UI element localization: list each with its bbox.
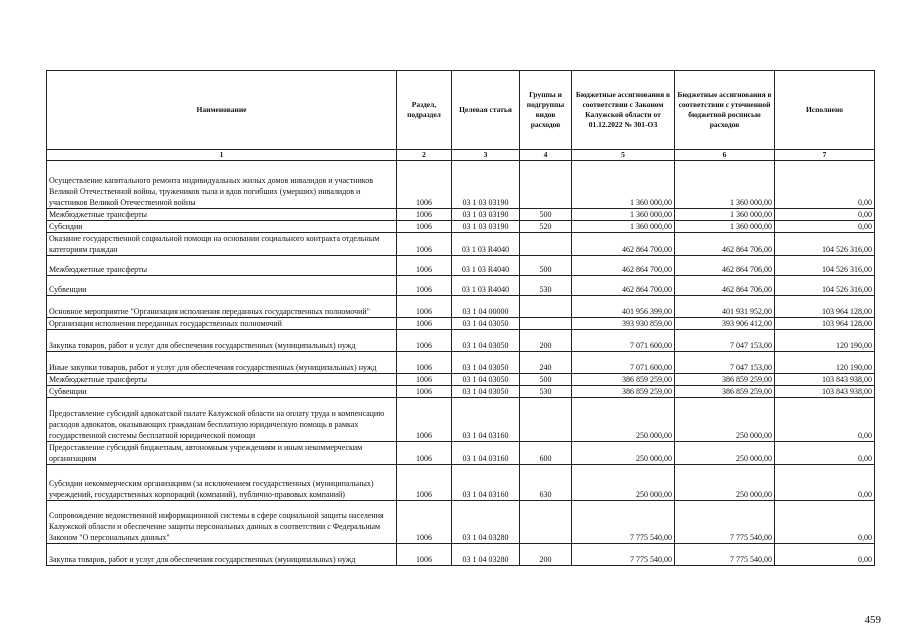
table-row (47, 161, 875, 209)
table-row (47, 330, 875, 352)
row-law: 1 360 000,00 (572, 161, 675, 209)
row-law: 250 000,00 (572, 465, 675, 501)
row-name: Межбюджетные трансферты (47, 256, 397, 276)
row-name: Предоставление субсидий адвокатской палате Калужской области на оплату труда и компенсацию расходов адвокатов, оказывающих гражданам бесплатную юридическую помощь в рамках государственной системы бесплатной юридической помощи (47, 398, 397, 442)
row-section: 1006 (397, 442, 452, 465)
table-row (47, 398, 875, 442)
row-section: 1006 (397, 352, 452, 374)
column-numbers-row (47, 150, 875, 161)
column-number: 1 (47, 150, 397, 161)
row-group: 200 (520, 330, 572, 352)
row-target: 03 1 03 03190 (452, 221, 520, 233)
header-group: Группы и подгруппы видов расходов (520, 71, 572, 150)
row-target: 03 1 04 03050 (452, 386, 520, 398)
row-group: 500 (520, 256, 572, 276)
row-group: 500 (520, 374, 572, 386)
row-refined: 250 000,00 (675, 465, 775, 501)
row-target: 03 1 04 03050 (452, 352, 520, 374)
row-law: 7 071 600,00 (572, 330, 675, 352)
table-row (47, 442, 875, 465)
row-law: 7 775 540,00 (572, 544, 675, 566)
row-section: 1006 (397, 221, 452, 233)
row-refined: 7 775 540,00 (675, 544, 775, 566)
header-target: Целевая статья (452, 71, 520, 150)
row-name: Осуществление капитального ремонта индивидуальных жилых домов инвалидов и участников Великой Отечественной войны, тружеников тыла и вдов погибших (умерших) инвалидов и участников Великой Отечественной войны (47, 161, 397, 209)
row-executed: 103 964 128,00 (775, 318, 875, 330)
row-section: 1006 (397, 465, 452, 501)
row-target: 03 1 03 03190 (452, 209, 520, 221)
row-law: 393 930 859,00 (572, 318, 675, 330)
table-body (47, 161, 875, 566)
row-executed: 120 190,00 (775, 352, 875, 374)
row-name: Субсидии некоммерческим организациям (за исключением государственных (муниципальных) учреждений, государственных корпораций (компаний), публично-правовых компаний) (47, 465, 397, 501)
row-law: 462 864 700,00 (572, 256, 675, 276)
row-group: 600 (520, 442, 572, 465)
row-refined: 250 000,00 (675, 442, 775, 465)
table-row (47, 352, 875, 374)
row-law: 7 775 540,00 (572, 501, 675, 544)
row-target: 03 1 04 03160 (452, 442, 520, 465)
table-row (47, 386, 875, 398)
table-row (47, 544, 875, 566)
table-row (47, 501, 875, 544)
row-name: Оказание государственной социальной помощи на основании социального контракта отдельным категориям граждан (47, 233, 397, 256)
header-executed: Исполнено (775, 71, 875, 150)
row-executed: 120 190,00 (775, 330, 875, 352)
row-name: Основное мероприятие "Организация исполнения переданных государственных полномочий" (47, 296, 397, 318)
header-row (47, 71, 875, 150)
table-row (47, 318, 875, 330)
row-section: 1006 (397, 398, 452, 442)
row-name: Организация исполнения переданных государственных полномочий (47, 318, 397, 330)
row-name: Предоставление субсидий бюджетным, автономным учреждениям и иным некоммерческим организациям (47, 442, 397, 465)
row-executed: 0,00 (775, 161, 875, 209)
table-row (47, 221, 875, 233)
row-law: 7 071 600,00 (572, 352, 675, 374)
row-section: 1006 (397, 296, 452, 318)
row-group (520, 501, 572, 544)
row-section: 1006 (397, 330, 452, 352)
row-name: Субвенции (47, 386, 397, 398)
row-target: 03 1 04 03050 (452, 318, 520, 330)
row-group: 530 (520, 276, 572, 296)
row-target: 03 1 04 03280 (452, 544, 520, 566)
row-group: 530 (520, 386, 572, 398)
row-target: 03 1 03 R4040 (452, 233, 520, 256)
header-refined: Бюджетные ассигнования в соответствии с уточненной бюджетной росписью расходов (675, 71, 775, 150)
row-refined: 401 931 952,00 (675, 296, 775, 318)
row-refined: 1 360 000,00 (675, 209, 775, 221)
column-number: 5 (572, 150, 675, 161)
row-law: 1 360 000,00 (572, 221, 675, 233)
row-executed: 0,00 (775, 221, 875, 233)
row-refined: 7 047 153,00 (675, 330, 775, 352)
row-refined: 1 360 000,00 (675, 161, 775, 209)
row-executed: 104 526 316,00 (775, 233, 875, 256)
row-section: 1006 (397, 374, 452, 386)
row-target: 03 1 04 00000 (452, 296, 520, 318)
row-target: 03 1 03 R4040 (452, 276, 520, 296)
row-name: Межбюджетные трансферты (47, 374, 397, 386)
row-law: 386 859 259,00 (572, 374, 675, 386)
row-law: 1 360 000,00 (572, 209, 675, 221)
row-section: 1006 (397, 318, 452, 330)
page-number: 459 (864, 614, 881, 626)
column-number: 4 (520, 150, 572, 161)
row-refined: 386 859 259,00 (675, 386, 775, 398)
row-section: 1006 (397, 544, 452, 566)
table-row (47, 465, 875, 501)
row-group (520, 296, 572, 318)
row-section: 1006 (397, 161, 452, 209)
row-law: 401 956 399,00 (572, 296, 675, 318)
column-number: 7 (775, 150, 875, 161)
row-law: 250 000,00 (572, 398, 675, 442)
table-row (47, 296, 875, 318)
row-refined: 386 859 259,00 (675, 374, 775, 386)
row-section: 1006 (397, 256, 452, 276)
row-executed: 103 843 938,00 (775, 386, 875, 398)
row-target: 03 1 04 03160 (452, 465, 520, 501)
row-section: 1006 (397, 386, 452, 398)
row-group: 200 (520, 544, 572, 566)
row-target: 03 1 04 03050 (452, 330, 520, 352)
row-name: Субвенции (47, 276, 397, 296)
row-target: 03 1 03 R4040 (452, 256, 520, 276)
table-row (47, 276, 875, 296)
row-executed: 0,00 (775, 209, 875, 221)
row-section: 1006 (397, 233, 452, 256)
row-law: 386 859 259,00 (572, 386, 675, 398)
header-law: Бюджетные ассигнования в соответствии с Законом Калужской области от 01.12.2022 № 301-ОЗ (572, 71, 675, 150)
header-section: Раздел, подраздел (397, 71, 452, 150)
row-group: 500 (520, 209, 572, 221)
row-executed: 103 843 938,00 (775, 374, 875, 386)
table-row (47, 374, 875, 386)
column-number: 6 (675, 150, 775, 161)
row-refined: 462 864 706,00 (675, 233, 775, 256)
row-section: 1006 (397, 501, 452, 544)
row-group (520, 398, 572, 442)
row-executed: 104 526 316,00 (775, 276, 875, 296)
row-refined: 250 000,00 (675, 398, 775, 442)
row-target: 03 1 04 03050 (452, 374, 520, 386)
row-executed: 0,00 (775, 501, 875, 544)
row-name: Межбюджетные трансферты (47, 209, 397, 221)
row-refined: 462 864 706,00 (675, 256, 775, 276)
table-row (47, 233, 875, 256)
row-refined: 1 360 000,00 (675, 221, 775, 233)
budget-table (46, 70, 875, 566)
row-name: Сопровождение ведомственной информационной системы в сфере социальной защиты населения Калужской области и обеспечение защиты персональных данных в соответствии с Федеральным Законом "О персональных данных" (47, 501, 397, 544)
row-section: 1006 (397, 209, 452, 221)
row-group: 520 (520, 221, 572, 233)
row-name: Иные закупки товаров, работ и услуг для обеспечения государственных (муниципальных) нужд (47, 352, 397, 374)
row-executed: 104 526 316,00 (775, 256, 875, 276)
row-executed: 0,00 (775, 398, 875, 442)
row-group (520, 233, 572, 256)
row-name: Закупка товаров, работ и услуг для обеспечения государственных (муниципальных) нужд (47, 544, 397, 566)
column-number: 3 (452, 150, 520, 161)
row-law: 462 864 700,00 (572, 276, 675, 296)
header-name: Наименование (47, 71, 397, 150)
row-executed: 0,00 (775, 465, 875, 501)
table-row (47, 256, 875, 276)
row-executed: 0,00 (775, 544, 875, 566)
row-refined: 462 864 706,00 (675, 276, 775, 296)
row-target: 03 1 04 03280 (452, 501, 520, 544)
row-section: 1006 (397, 276, 452, 296)
row-refined: 393 906 412,00 (675, 318, 775, 330)
row-name: Субсидии (47, 221, 397, 233)
row-group (520, 161, 572, 209)
table-row (47, 209, 875, 221)
row-target: 03 1 04 03160 (452, 398, 520, 442)
row-group (520, 318, 572, 330)
row-group: 630 (520, 465, 572, 501)
row-refined: 7 047 153,00 (675, 352, 775, 374)
row-group: 240 (520, 352, 572, 374)
row-executed: 0,00 (775, 442, 875, 465)
row-refined: 7 775 540,00 (675, 501, 775, 544)
row-law: 462 864 700,00 (572, 233, 675, 256)
row-target: 03 1 03 03190 (452, 161, 520, 209)
row-executed: 103 964 128,00 (775, 296, 875, 318)
row-name: Закупка товаров, работ и услуг для обеспечения государственных (муниципальных) нужд (47, 330, 397, 352)
row-law: 250 000,00 (572, 442, 675, 465)
column-number: 2 (397, 150, 452, 161)
